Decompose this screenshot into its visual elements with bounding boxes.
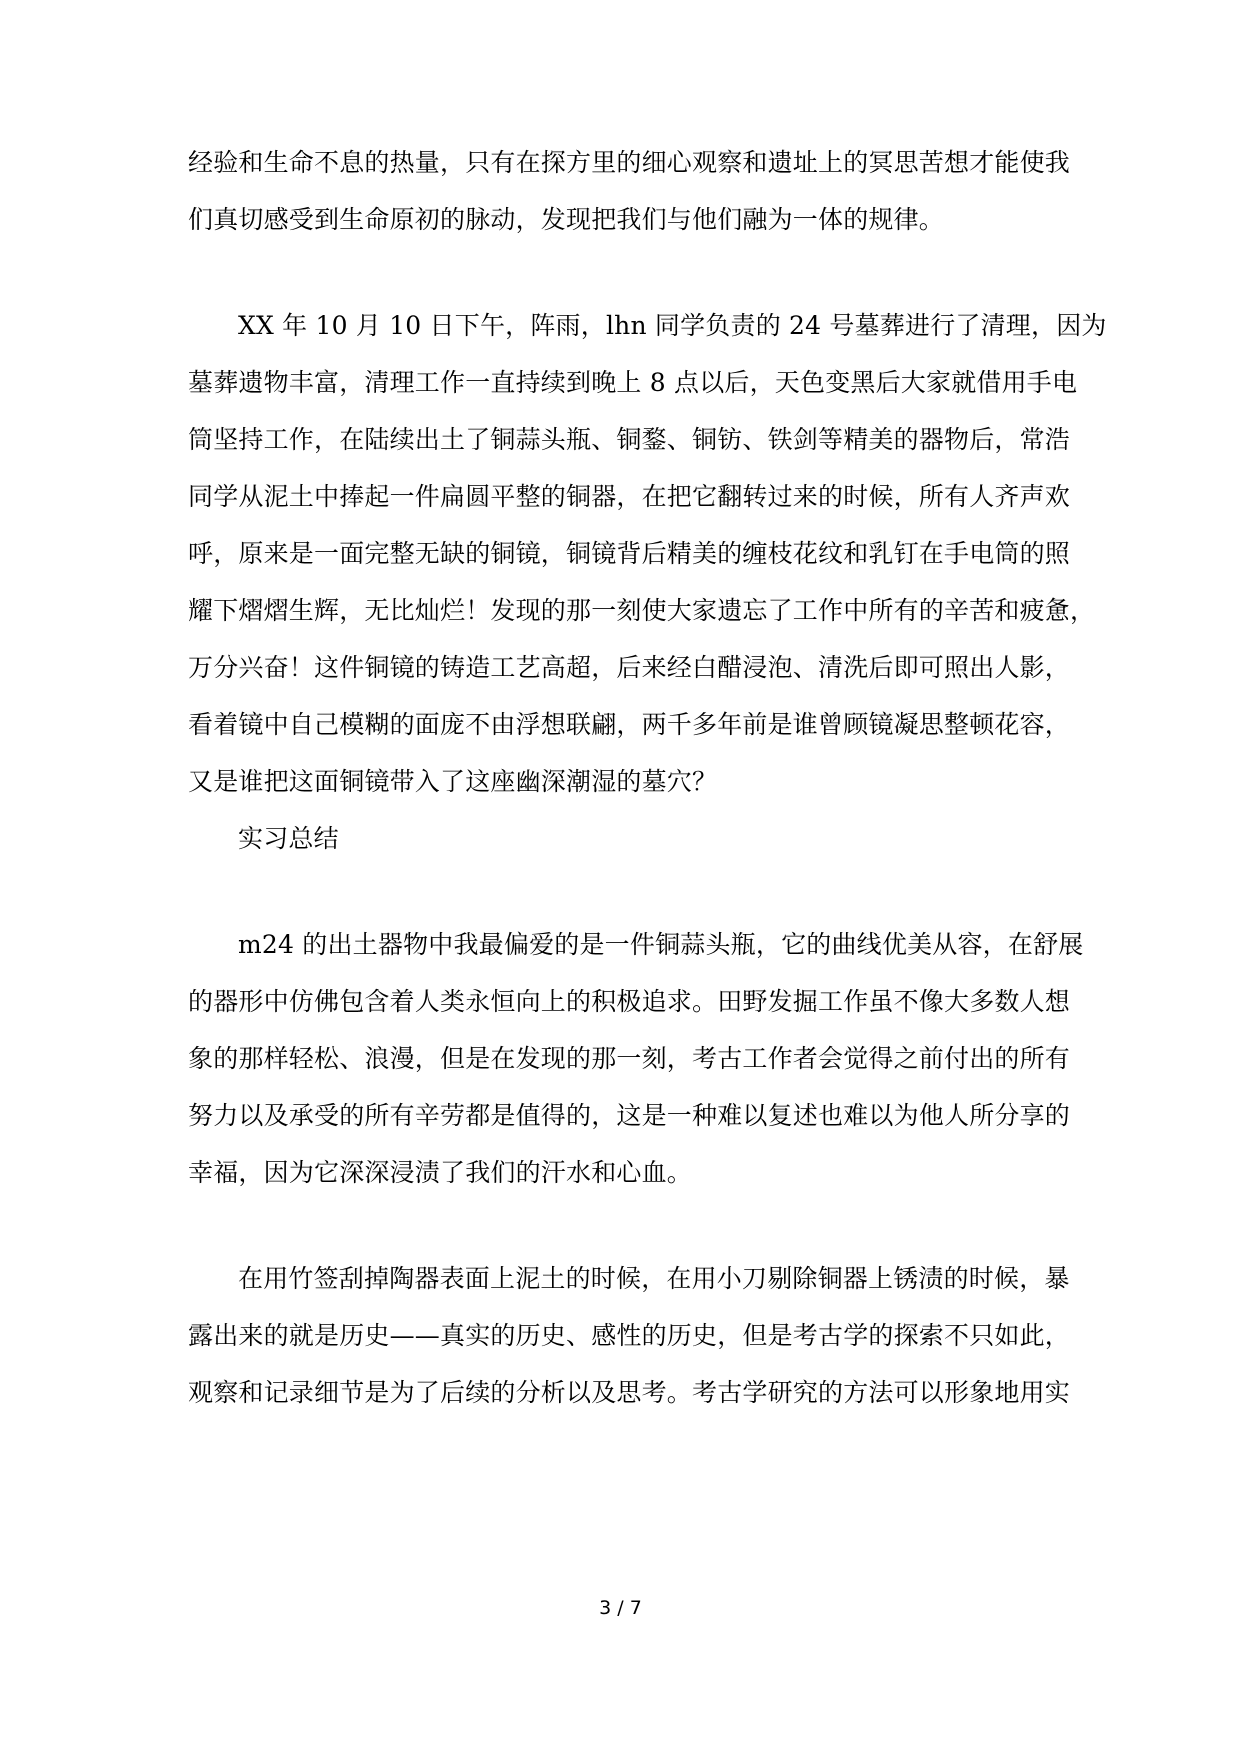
paragraph-first-line: 在用竹签刮掉陶器表面上泥土的时候，在用小刀剔除铜器上锈渍的时候，暴 [238,1264,1070,1293]
text-line: 耀下熠熠生辉，无比灿烂！发现的那一刻使大家遗忘了工作中所有的辛苦和疲惫， [188,596,1096,625]
section-heading: 实习总结 [238,824,339,853]
text-line: 万分兴奋！这件铜镜的铸造工艺高超，后来经白醋浸泡、清洗后即可照出人影， [188,653,1071,682]
text-line: 的器形中仿佛包含着人类永恒向上的积极追求。田野发掘工作虽不像大多数人想 [188,987,1071,1016]
text-line: 同学从泥土中捧起一件扁圆平整的铜器，在把它翻转过来的时候，所有人齐声欢 [188,482,1071,511]
page-number: 3 / 7 [599,1597,642,1619]
text-line: 象的那样轻松、浪漫，但是在发现的那一刻，考古工作者会觉得之前付出的所有 [188,1044,1071,1073]
text-line: 露出来的就是历史——真实的历史、感性的历史，但是考古学的探索不只如此， [188,1321,1071,1350]
text-line: 看着镜中自己模糊的面庞不由浮想联翩，两千多年前是谁曾顾镜凝思整顿花容， [188,710,1071,739]
paragraph-first-line: XX 年 10 月 10 日下午，阵雨，lhn 同学负责的 24 号墓葬进行了清理，因为 [238,311,1107,340]
text-line: 观察和记录细节是为了后续的分析以及思考。考古学研究的方法可以形象地用实 [188,1378,1071,1407]
text-line: 们真切感受到生命原初的脉动，发现把我们与他们融为一体的规律。 [188,205,945,234]
text-line: 又是谁把这面铜镜带入了这座幽深潮湿的墓穴？ [188,767,718,796]
text-line: 努力以及承受的所有辛劳都是值得的，这是一种难以复述也难以为他人所分享的 [188,1101,1071,1130]
text-line: 墓葬遗物丰富，清理工作一直持续到晚上 8 点以后，天色变黑后大家就借用手电 [188,368,1078,397]
text-line: 经验和生命不息的热量，只有在探方里的细心观察和遗址上的冥思苦想才能使我 [188,148,1071,177]
text-line: 呼，原来是一面完整无缺的铜镜，铜镜背后精美的缠枝花纹和乳钉在手电筒的照 [188,539,1071,568]
paragraph-first-line: m24 的出土器物中我最偏爱的是一件铜蒜头瓶，它的曲线优美从容，在舒展 [238,930,1084,959]
text-line: 筒坚持工作，在陆续出土了铜蒜头瓶、铜鍪、铜钫、铁剑等精美的器物后，常浩 [188,425,1071,454]
text-line: 幸福，因为它深深浸渍了我们的汗水和心血。 [188,1158,693,1187]
